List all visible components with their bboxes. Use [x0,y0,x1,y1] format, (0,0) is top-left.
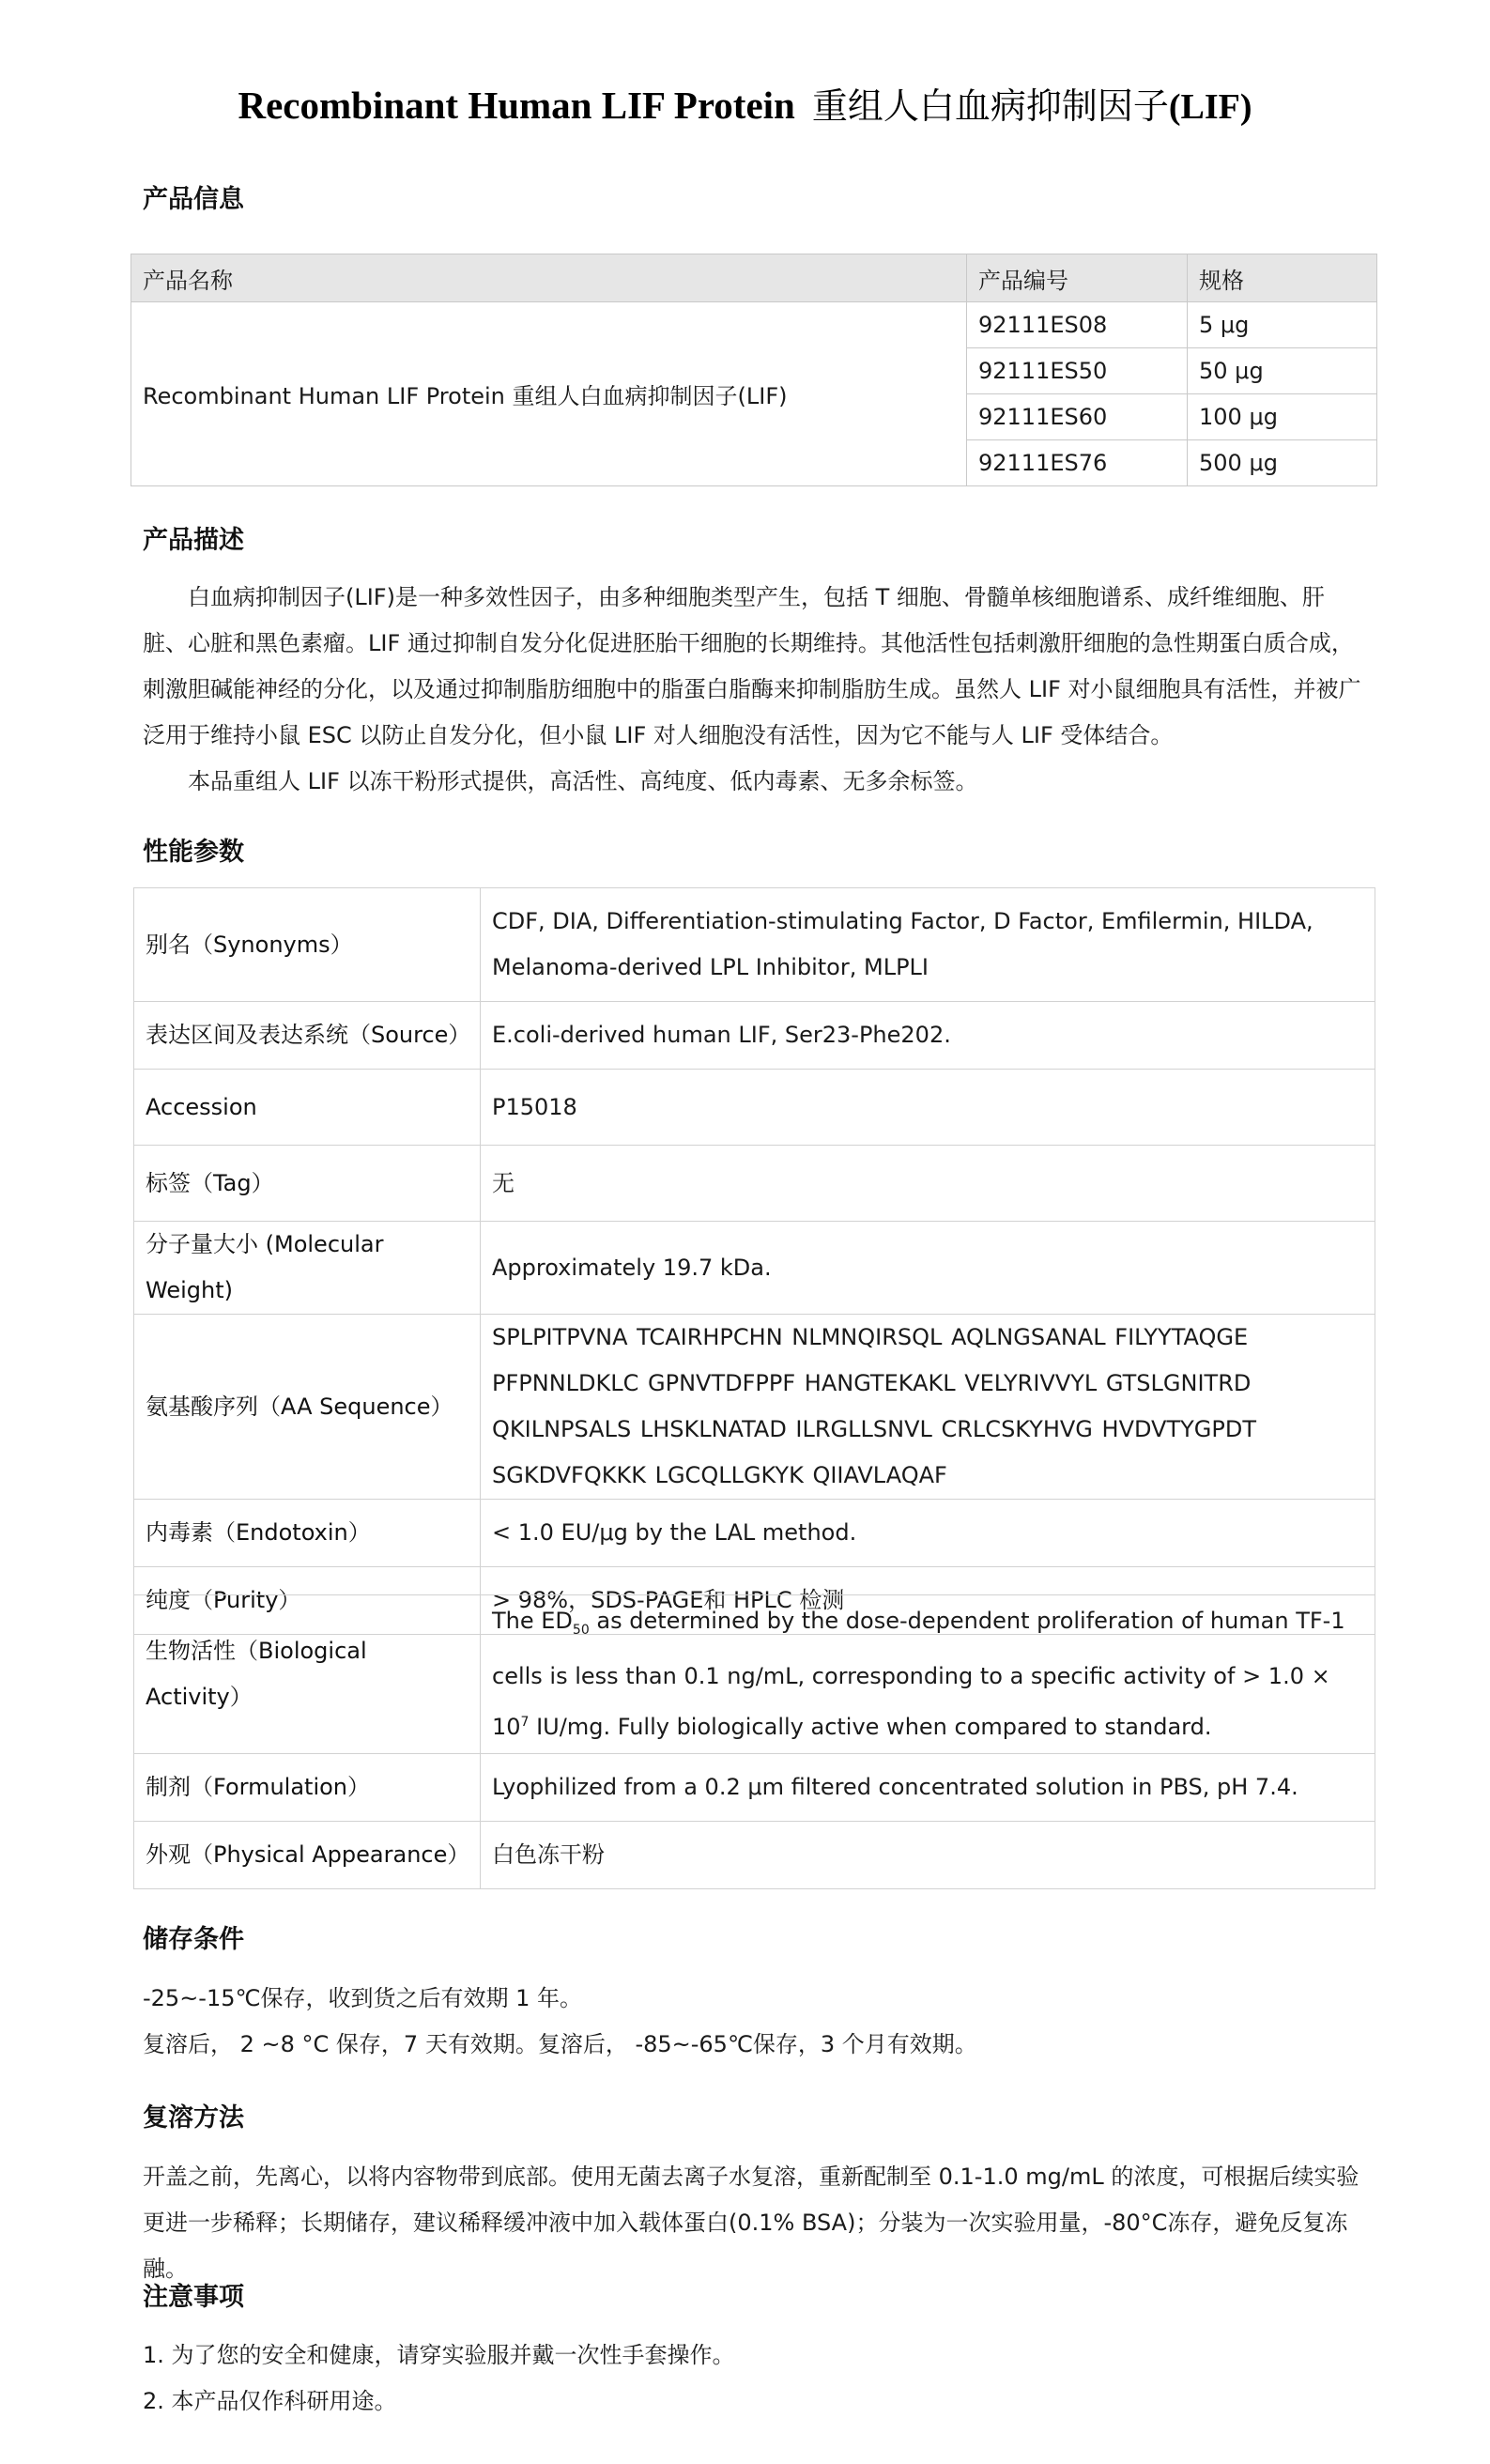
spec-row [134,1002,1375,1070]
product-code-cell: 92111ES76 [967,440,1188,486]
spec-key: 制剂（Formulation） [134,1754,481,1822]
description-paragraph-1: 白血病抑制因子(LIF)是一种多效性因子，由多种细胞类型产生，包括 T 细胞、骨髓单核细胞谱系、成纤维细胞、肝脏、心脏和黑色素瘤。LIF 通过抑制自发分化促进胚胎干细胞的长期维持。其他活性包括刺激肝细胞的急性期蛋白质合成，刺激胆碱能神经的分化，以及通过抑制脂肪细胞中的脂蛋白脂酶来抑制脂肪生成。虽然人 LIF 对小鼠细胞具有活性，并被广泛用于维持小鼠 ESC 以防止自发分化，但小鼠 LIF 对人细胞没有活性，因为它不能与人 LIF 受体结合。 [143,584,1361,748]
section-title-performance: 性能参数 [143,838,244,867]
spec-value: < 1.0 EU/μg by the LAL method. [481,1500,1375,1567]
table-row [131,302,1377,348]
section-title-storage: 储存条件 [143,1925,244,1954]
bio-text-3: IU/mg. Fully biologically active when compared to standard. [529,1713,1212,1740]
spec-row [134,1595,1375,1754]
spec-value: SPLPITPVNA TCAIRHPCHN NLMNQIRSQL AQLNGSANAL FILYYTAQGE PFPNNLDKLC GPNVTDFPPF HANGTEKAKL VELYRIVVYL GTSLGNITRD QKILNPSALS LHSKLNATAD ILRGLLSNVL CRLCSKYHVG HVDVTYGPDT SGKDVFQKKK LGCQLLGKYK QIIAVLAQAF [481,1315,1375,1500]
spec-value-biological-activity [481,1595,1375,1754]
product-info-table [131,254,1377,486]
spec-key: Accession [134,1070,481,1146]
spec-key: 内毒素（Endotoxin） [134,1500,481,1567]
product-code-cell: 92111ES50 [967,348,1188,394]
spec-row [134,1754,1375,1822]
product-size-cell: 5 μg [1188,302,1377,348]
bio-text-2: as determined by the dose-dependent proliferation of human TF-1 cells is less than 0.1 ng/mL, corresponding to a specific activity of > 1.0 × 10 [492,1608,1345,1740]
spec-row [134,1822,1375,1889]
spec-value: Lyophilized from a 0.2 μm filtered concentrated solution in PBS, pH 7.4. [481,1754,1375,1822]
section-title-reconstitution: 复溶方法 [143,2103,244,2133]
spec-key: 别名（Synonyms） [134,888,481,1002]
bio-superscript: 7 [520,1714,530,1730]
title-chinese [812,85,1252,127]
spec-value: E.coli-derived human LIF, Ser23-Phe202. [481,1002,1375,1070]
spec-key: 表达区间及表达系统（Source） [134,1002,481,1070]
spec-key: 氨基酸序列（AA Sequence） [134,1315,481,1500]
product-size-cell: 500 μg [1188,440,1377,486]
section-title-description: 产品描述 [143,526,244,555]
title-english: Recombinant Human LIF Protein [238,84,795,127]
product-code-cell: 92111ES08 [967,302,1188,348]
spec-value: 无 [481,1146,1375,1222]
spec-value: CDF, DIA, Differentiation-stimulating Factor, D Factor, Emfilermin, HILDA, Melanoma-derived LPL Inhibitor, MLPLI [481,888,1375,1002]
spec-value: 白色冻干粉 [481,1822,1375,1889]
note-1: 1. 为了您的安全和健康，请穿实验服并戴一次性手套操作。 [143,2342,735,2368]
spec-key: 纯度（Purity） [134,1567,481,1635]
product-name-cell: Recombinant Human LIF Protein 重组人白血病抑制因子(LIF) [131,302,967,486]
spec-table-main [133,887,1375,1635]
spec-table-activity [133,1594,1375,1889]
spec-key: 外观（Physical Appearance） [134,1822,481,1889]
spec-key: 分子量大小 (Molecular Weight) [134,1222,481,1315]
section-title-product-info: 产品信息 [143,185,244,214]
spec-row [134,1070,1375,1146]
note-2: 2. 本产品仅作科研用途。 [143,2388,397,2414]
description-paragraph-2: 本品重组人 LIF 以冻干粉形式提供，高活性、高纯度、低内毒素、无多余标签。 [188,768,978,794]
spec-row [134,1222,1375,1315]
header-product-name: 产品名称 [131,254,967,302]
section-title-notes: 注意事项 [143,2283,244,2312]
spec-row [134,1315,1375,1500]
bio-subscript: 50 [572,1622,590,1638]
spec-row [134,1146,1375,1222]
header-size: 规格 [1188,254,1377,302]
product-size-cell: 100 μg [1188,394,1377,440]
title-suffix: (LIF) [1168,87,1252,127]
product-size-cell: 50 μg [1188,348,1377,394]
spec-value: > 98%，SDS-PAGE和 HPLC 检测 [481,1567,1375,1635]
spec-value: Approximately 19.7 kDa. [481,1222,1375,1315]
spec-key: 生物活性（Biological Activity） [134,1595,481,1754]
page-title [0,77,1490,129]
title-chinese-text: 重组人白血病抑制因子 [811,85,1169,127]
header-product-code: 产品编号 [967,254,1188,302]
spec-value: P15018 [481,1070,1375,1146]
spec-row [134,888,1375,1002]
spec-row [134,1500,1375,1567]
table-header-row [131,254,1377,302]
bio-text-1: The ED [492,1608,573,1635]
spec-key: 标签（Tag） [134,1146,481,1222]
storage-line-1: -25~-15℃保存，收到货之后有效期 1 年。 [143,1985,582,2011]
reconstitution-text: 开盖之前，先离心，以将内容物带到底部。使用无菌去离子水复溶，重新配制至 0.1-1.0 mg/mL 的浓度，可根据后续实验更进一步稀释；长期储存，建议稀释缓冲液中加入载体蛋白(0.1% BSA)；分装为一次实验用量，-80°C冻存，避免反复冻融。 [143,2164,1359,2282]
product-code-cell: 92111ES60 [967,394,1188,440]
storage-line-2: 复溶后， 2 ~8 °C 保存，7 天有效期。复溶后， -85~-65℃保存，3 个月有效期。 [143,2031,977,2057]
